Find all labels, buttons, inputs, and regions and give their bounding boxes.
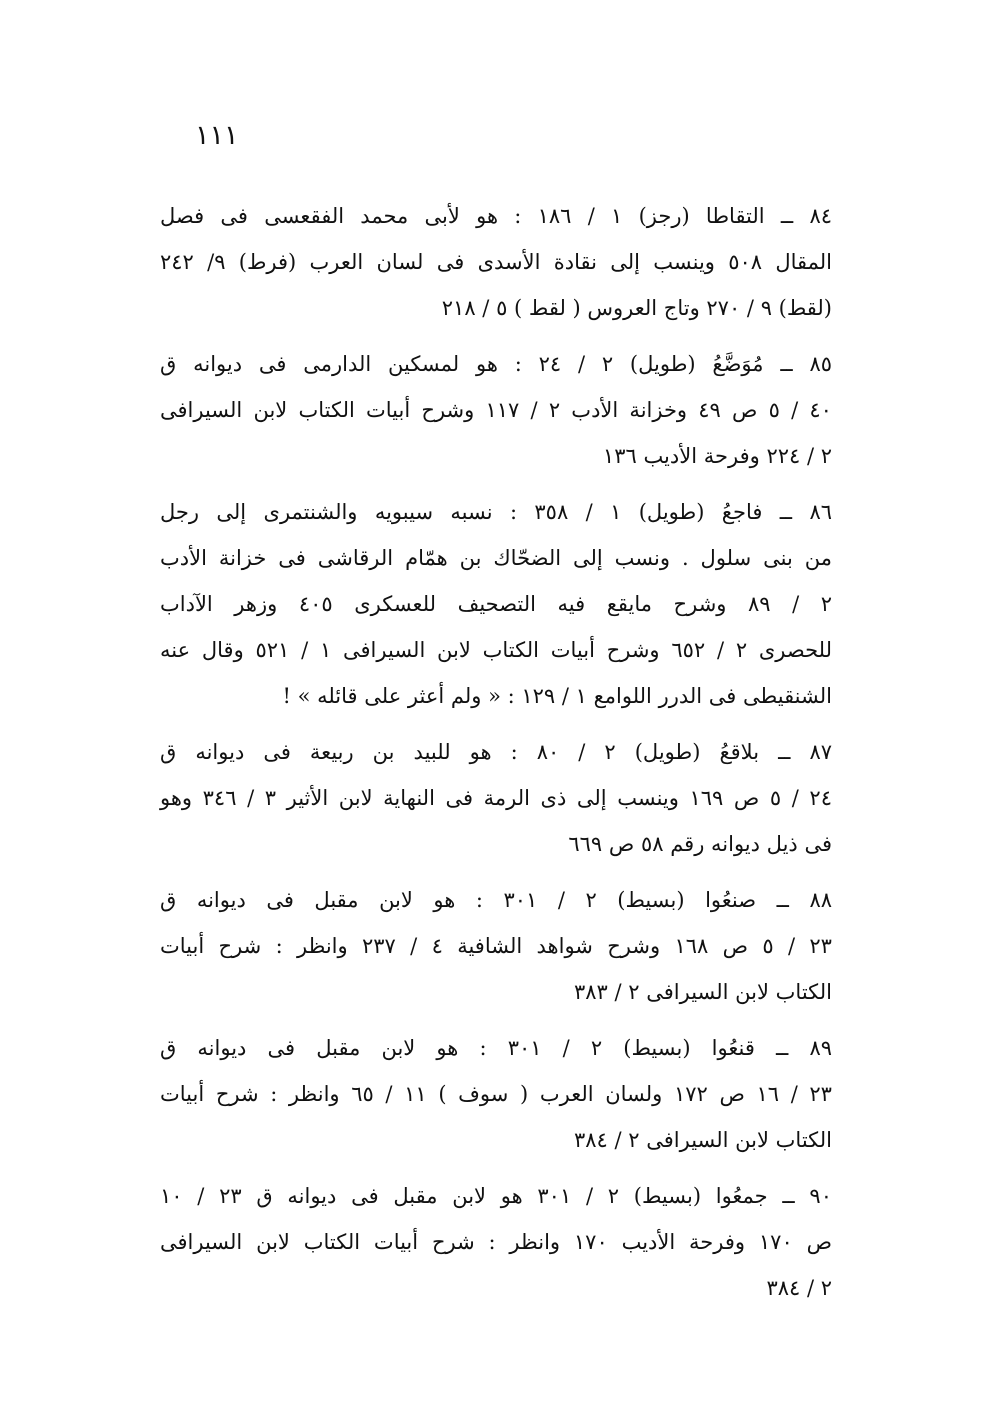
entry-line: المقال ٥٠٨ وينسب إلى نقادة الأسدى فى لسان العرب (فرط) ٩/ ٢٤٢ xyxy=(160,250,832,274)
entry-85 xyxy=(160,341,832,479)
entry-line: الكتاب لابن السيرافى ٢ / ٣٨٤ xyxy=(574,1128,832,1152)
entry-line: ٢ / ٣٨٤ xyxy=(766,1276,832,1300)
entry-line: ٢٣ / ١٦ ص ١٧٢ ولسان العرب ( سوف ) ١١ / ٦٥ وانظر : شرح أبيات xyxy=(160,1082,832,1106)
entry-line: ص ١٧٠ وفرحة الأديب ١٧٠ وانظر : شرح أبيات الكتاب لابن السيرافى xyxy=(160,1230,832,1254)
entry-line: الكتاب لابن السيرافى ٢ / ٣٨٣ xyxy=(574,980,832,1004)
entry-line: للحصرى ٢ / ٦٥٢ وشرح أبيات الكتاب لابن السيرافى ١ / ٥٢١ وقال عنه xyxy=(160,638,833,662)
entry-line: ٨٧ ــ بلاقعُ (طويل) ٢ / ٨٠ : هو للبيد بن ربيعة فى ديوانه ق xyxy=(160,740,833,764)
entry-line: ٨٦ ــ فاجعُ (طويل) ١ / ٣٥٨ : نسبه سيبويه والشنتمرى إلى رجل xyxy=(160,500,832,524)
entry-line: من بنى سلول . ونسب إلى الضحّاك بن همّام الرقاشى فى خزانة الأدب xyxy=(160,546,832,570)
entry-line: ٢ / ٢٢٤ وفرحة الأديب ١٣٦ xyxy=(602,444,832,468)
entry-line: ٢ / ٨٩ وشرح مايقع فيه التصحيف للعسكرى ٤٠٥ وزهر الآداب xyxy=(160,592,832,616)
footnote-list xyxy=(160,193,832,1321)
entry-line: ٤٠ / ٥ ص ٤٩ وخزانة الأدب ٢ / ١١٧ وشرح أبيات الكتاب لابن السيرافى xyxy=(160,398,832,422)
entry-90 xyxy=(160,1173,832,1311)
entry-line: (لقط) ٩ / ٢٧٠ وتاج العروس ( لقط ) ٥ / ٢١٨ xyxy=(441,296,832,320)
entry-line: ٢٤ / ٥ ص ١٦٩ وينسب إلى ذى الرمة فى النهاية لابن الأثير ٣ / ٣٤٦ وهو xyxy=(160,786,832,810)
entry-line: ٨٩ ــ قنعُوا (بسيط) ٢ / ٣٠١ : هو لابن مقبل فى ديوانه ق xyxy=(160,1036,833,1060)
entry-line: فى ذيل ديوانه رقم ٥٨ ص ٦٦٩ xyxy=(568,832,832,856)
entry-line: ٨٤ ــ التقاطا (رجز) ١ / ١٨٦ : هو لأبى محمد الفقعسى فى فصل xyxy=(160,204,833,228)
entry-89 xyxy=(160,1025,832,1163)
entry-line: ٨٨ ــ صنعُوا (بسيط) ٢ / ٣٠١ : هو لابن مقبل فى ديوانه ق xyxy=(160,888,832,912)
entry-87 xyxy=(160,729,832,867)
page-number: ١١١ xyxy=(195,120,239,151)
entry-line: ٩٠ ــ جمعُوا (بسيط) ٢ / ٣٠١ هو لابن مقبل فى ديوانه ق ٢٣ / ١٠ xyxy=(160,1184,832,1208)
entry-line: ٨٥ ــ مُوَضَّعُ (طويل) ٢ / ٢٤ : هو لمسكين الدارمى فى ديوانه ق xyxy=(160,352,832,376)
entry-line: الشنقيطى فى الدرر اللوامع ١ / ١٢٩ : « ولم أعثر على قائله » ! xyxy=(282,684,832,708)
entry-line: ٢٣ / ٥ ص ١٦٨ وشرح شواهد الشافية ٤ / ٢٣٧ وانظر : شرح أبيات xyxy=(160,934,832,958)
entry-88 xyxy=(160,877,832,1015)
entry-86 xyxy=(160,489,832,719)
entry-84 xyxy=(160,193,832,331)
